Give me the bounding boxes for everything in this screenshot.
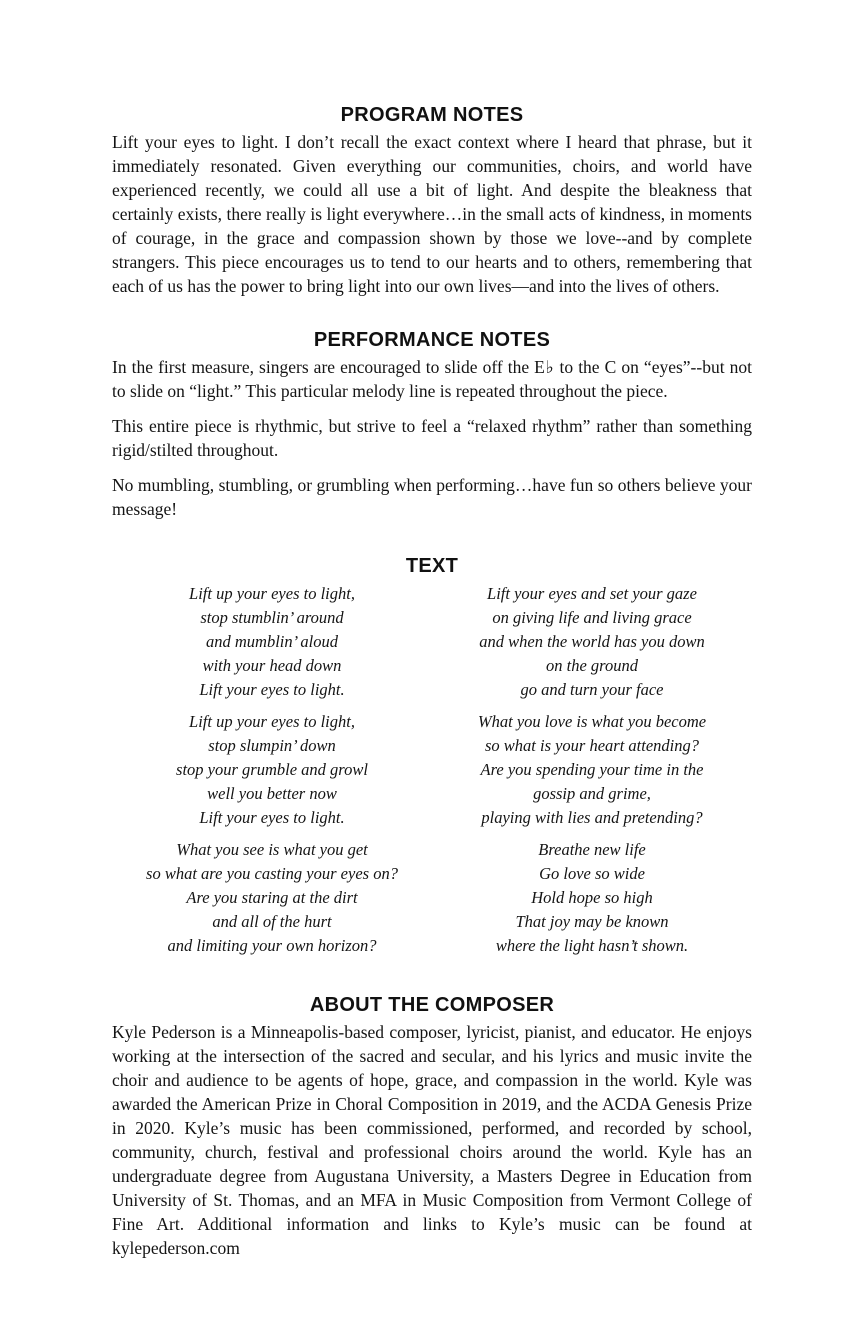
lyrics-columns (112, 582, 752, 958)
lyric-line: stop slumpin’ down (208, 736, 336, 755)
lyric-line: Lift your eyes to light. (199, 808, 345, 827)
lyric-line: so what are you casting your eyes on? (146, 864, 398, 883)
performance-notes-section (112, 329, 752, 521)
performance-notes-paragraph: No mumbling, stumbling, or grumbling when performing…have fun so others believe your message! (112, 475, 752, 519)
lyric-stanza (112, 838, 432, 958)
lyric-line: go and turn your face (520, 680, 664, 699)
lyric-line: Breathe new life (538, 840, 646, 859)
lyric-line: and limiting your own horizon? (167, 936, 377, 955)
lyric-line: well you better now (207, 784, 337, 803)
lyric-line: Lift up your eyes to light, (189, 712, 355, 731)
lyric-line: Are you staring at the dirt (186, 888, 358, 907)
lyric-line: Go love so wide (539, 864, 645, 883)
lyric-line: and all of the hurt (212, 912, 332, 931)
about-composer-section (112, 994, 752, 1260)
lyric-line: Lift your eyes and set your gaze (487, 584, 697, 603)
program-notes-heading: PROGRAM NOTES (340, 104, 524, 126)
lyrics-right-column (432, 582, 752, 958)
lyrics-text-section (112, 555, 752, 958)
lyric-line: playing with lies and pretending? (481, 808, 703, 827)
lyric-line: so what is your heart attending? (484, 736, 700, 755)
program-notes-section (112, 104, 752, 298)
lyric-line: Hold hope so high (531, 888, 653, 907)
about-composer-body: Kyle Pederson is a Minneapolis-based composer, lyricist, pianist, and educator. He enjoys working at the intersection of the sacred and secular, and his lyrics and music invite the choir and audience to be agents of hope, grace, and compassion in the world. Kyle was awarded the American Prize in Choral Composition in 2019, and the ACDA Genesis Prize in 2020. Kyle’s music has been commissioned, performed, and recorded by school, community, church, festival and professional choirs around the world. Kyle has an undergraduate degree from Augustana University, a Masters Degree in Education from University of St. Thomas, and an MFA in Music Composition from Vermont College of Fine Art. Additional information and links to Kyle’s music can be found at kylepederson.com (112, 1022, 752, 1258)
lyric-line: with your head down (202, 656, 342, 675)
lyric-line: That joy may be known (515, 912, 669, 931)
lyric-stanza (432, 838, 752, 958)
lyric-line: on giving life and living grace (492, 608, 692, 627)
lyric-line: gossip and grime, (533, 784, 651, 803)
performance-notes-paragraph: In the first measure, singers are encouraged to slide off the E♭ to the C on “eyes”--but not to slide on “light.” This particular melody line is repeated throughout the piece. (112, 357, 752, 401)
lyric-line: Are you spending your time in the (480, 760, 704, 779)
lyric-line: where the light hasn’t shown. (495, 936, 689, 955)
lyric-line: stop stumblin’ around (200, 608, 344, 627)
lyric-line: on the ground (546, 656, 638, 675)
lyric-line: and when the world has you down (479, 632, 705, 651)
lyric-line: What you love is what you become (477, 712, 707, 731)
lyric-stanza (432, 582, 752, 702)
lyric-line: Lift your eyes to light. (199, 680, 345, 699)
performance-notes-heading: PERFORMANCE NOTES (313, 329, 551, 351)
lyric-stanza (432, 710, 752, 830)
lyric-line: and mumblin’ aloud (206, 632, 338, 651)
about-composer-heading: ABOUT THE COMPOSER (309, 994, 555, 1016)
lyric-line: What you see is what you get (176, 840, 368, 859)
lyric-line: Lift up your eyes to light, (189, 584, 355, 603)
lyric-line: stop your grumble and growl (176, 760, 368, 779)
performance-notes-paragraph: This entire piece is rhythmic, but strive to feel a “relaxed rhythm” rather than something rigid/stilted throughout. (112, 416, 752, 460)
text-heading: TEXT (405, 555, 459, 577)
lyric-stanza (112, 710, 432, 830)
program-notes-body: Lift your eyes to light. I don’t recall the exact context where I heard that phrase, but it immediately resonated. Given everything our communities, choirs, and world have experienced recently, we could all use a bit of light. And despite the bleakness that certainly exists, there really is light everywhere…in the small acts of kindness, in moments of courage, in the grace and compassion shown by those we love--and by complete strangers. This piece encourages us to tend to our hearts and to others, remembering that each of us has the power to bring light into our own lives—and into the lives of others. (112, 132, 752, 296)
lyric-stanza (112, 582, 432, 702)
lyrics-left-column (112, 582, 432, 958)
